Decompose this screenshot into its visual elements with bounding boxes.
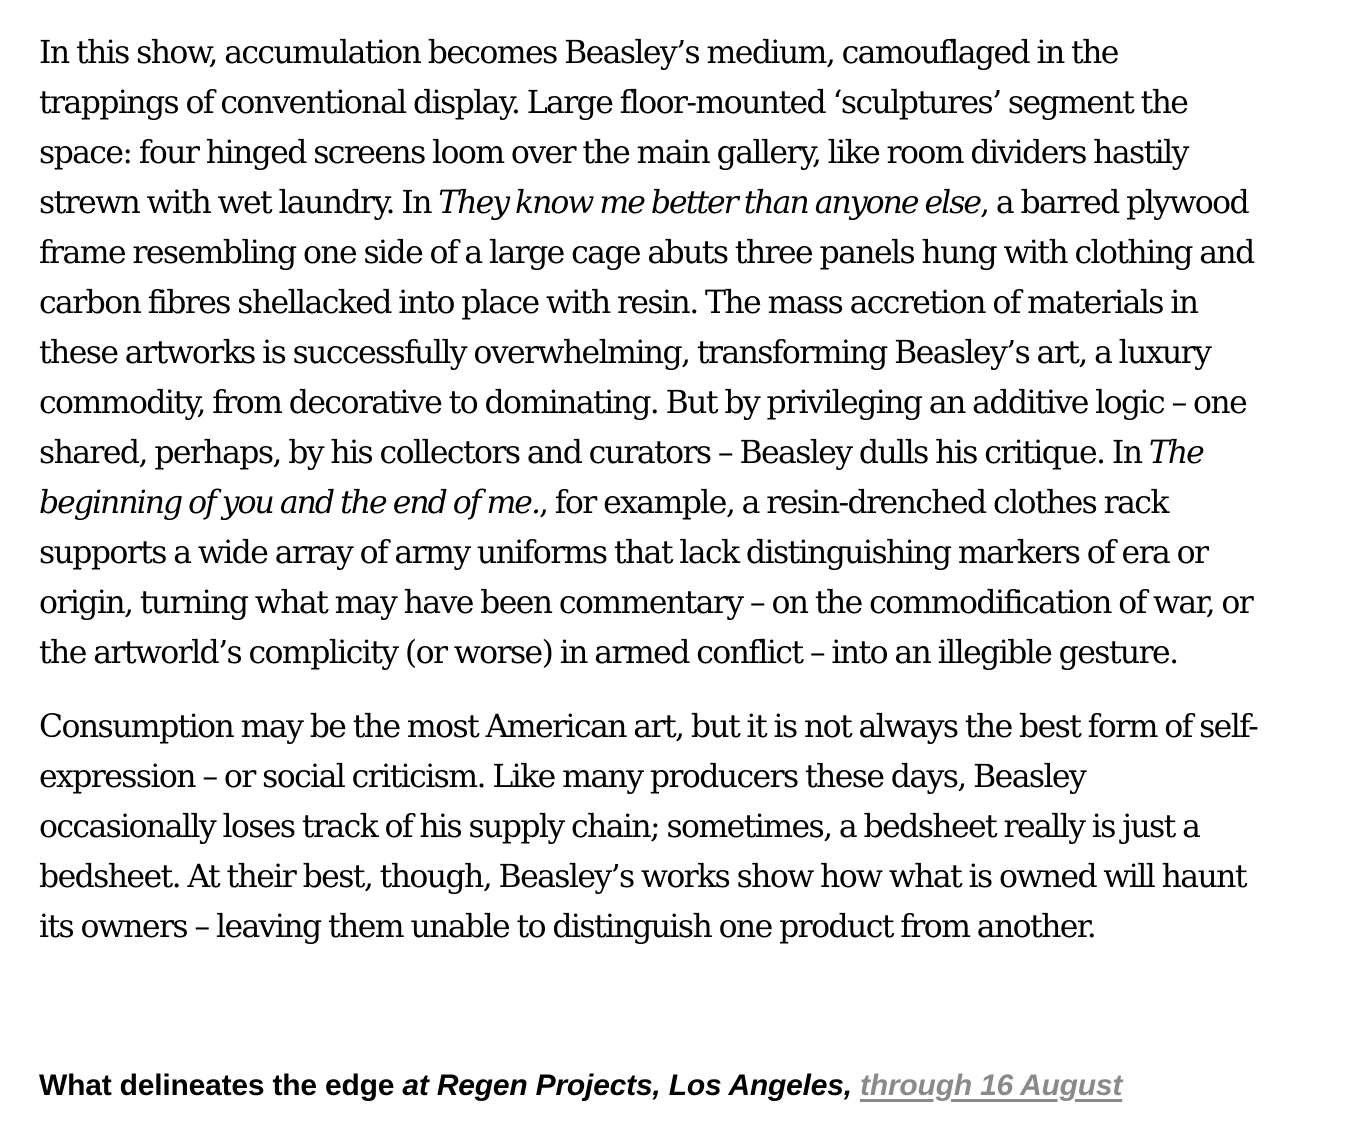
paragraph-1-text-c: , for example, a resin-drenched clothes rack supports a wide array of army uniforms that lack distinguishing markers of era or origin, turning what may have been commentary – on the commodification of war, or the artworld’s complicity (or worse) in armed conflict – into an illegible gesture. xyxy=(39,485,1253,671)
artwork-title-they-know-me: They know me better than anyone else xyxy=(438,185,981,221)
artwork-title-beginning-of-you: The beginning of you and the end of me. xyxy=(39,435,1203,521)
exhibition-venue: at Regen Projects, Los Angeles, xyxy=(394,1069,861,1102)
paragraph-1-text-a: In this show, accumulation becomes Beasley’s medium, camouflaged in the trappings of conventional display. Large floor-mounted ‘sculptures’ segment the space: four hinged screens loom over the main gallery, like room dividers hastily strewn with wet laundry. In xyxy=(39,35,1188,221)
paragraph-2: Consumption may be the most American art, but it is not always the best form of self-expression – or social criticism. Like many producers these days, Beasley occasionally loses track of his supply chain; sometimes, a bedsheet really is just a bedsheet. At their best, though, Beasley’s works show how what is owned will haunt its owners – leaving them unable to distinguish one product from another. xyxy=(39,709,1258,945)
exhibition-dates-link[interactable]: through 16 August xyxy=(860,1069,1123,1102)
exhibition-title: What delineates the edge xyxy=(39,1069,395,1102)
article-body xyxy=(39,28,1263,952)
paragraph-1 xyxy=(39,28,1263,678)
exhibition-info xyxy=(39,1066,1122,1106)
paragraph-1-text-b: , a barred plywood frame resembling one side of a large cage abuts three panels hung with clothing and carbon fibres shellacked into place with resin. The mass accretion of materials in these artworks is successfully overwhelming, transforming Beasley’s art, a luxury commodity, from decorative to dominating. But by privileging an additive logic – one shared, perhaps, by his collectors and curators – Beasley dulls his critique. In xyxy=(39,185,1254,471)
